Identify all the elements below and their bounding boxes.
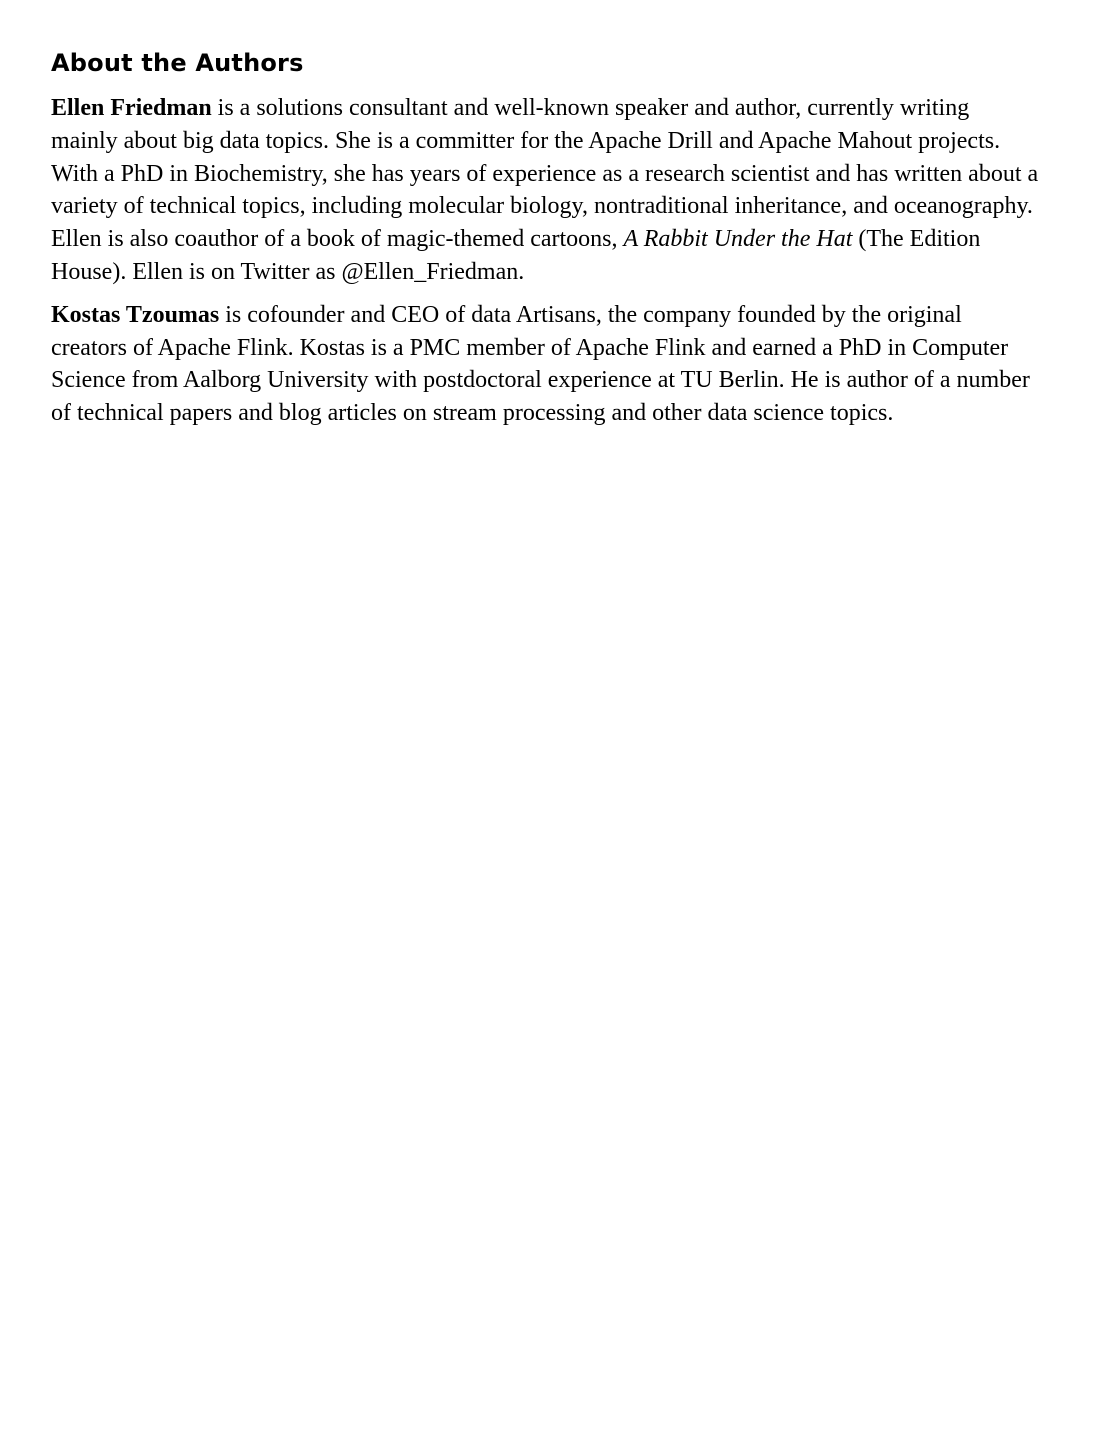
author-name: Kostas Tzoumas [51, 301, 220, 328]
author-bio-kostas-tzoumas [51, 299, 1041, 430]
author-bio-text: is a solutions consultant and well-known speaker and author, currently writing mainly about big data topics. She is a committer for the Apache Drill and Apache Mahout projects. With a PhD in Biochemistry, she has years of experience as a research scientist and has written about a variety of technical topics, including molecular biology, nontraditional inheritance, and oceanography. Ellen is also coauthor of a book of magic-themed cartoons, [51, 95, 1039, 253]
page-content [51, 0, 1041, 430]
author-bio-ellen-friedman [51, 92, 1041, 289]
author-bio-text: is cofounder and CEO of data Artisans, the company founded by the original creators of Apache Flink. Kostas is a PMC member of Apache Flink and earned a PhD in Computer Science from Aalborg University with postdoctoral experience at TU Berlin. He is author of a number of technical papers and blog articles on stream processing and other data science topics. [51, 301, 1030, 427]
author-name: Ellen Friedman [51, 95, 212, 121]
book-title: A Rabbit Under the Hat [623, 226, 853, 253]
author-bio-text-continued: (The Edition House). Ellen is on Twitter as @Ellen_Friedman. [51, 226, 981, 285]
section-heading: About the Authors [51, 49, 304, 77]
